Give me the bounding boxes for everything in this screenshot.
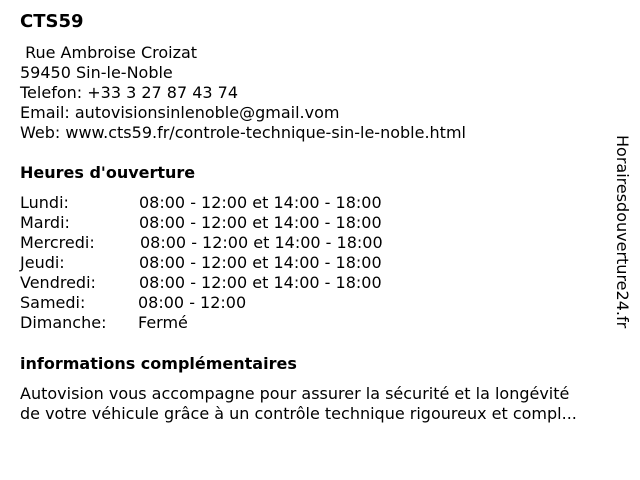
hours-row-jeudi [20, 253, 440, 273]
day-label: Lundi: [20, 193, 69, 212]
business-name: CTS59 [20, 11, 84, 32]
phone-number: Telefon: +33 3 27 87 43 74 [20, 83, 239, 102]
hours-row-samedi [20, 293, 440, 313]
day-label: Samedi: [20, 293, 86, 312]
time-value: 08:00 - 12:00 [138, 293, 247, 312]
info-text-line: Autovision vous accompagne pour assurer la sécurité et la longévité [20, 384, 570, 403]
info-description [20, 384, 625, 424]
time-value: 08:00 - 12:00 et 14:00 - 18:00 [139, 273, 382, 292]
time-value: 08:00 - 12:00 et 14:00 - 18:00 [139, 213, 382, 232]
website-url: Web: www.cts59.fr/controle-technique-sin-le-noble.html [20, 123, 466, 142]
hours-row-mardi [20, 213, 440, 233]
day-label: Dimanche: [20, 313, 107, 332]
day-label: Mercredi: [20, 233, 95, 252]
info-heading: informations complémentaires [20, 354, 297, 373]
time-value: 08:00 - 12:00 et 14:00 - 18:00 [140, 233, 383, 252]
info-text-line: de votre véhicule grâce à un contrôle technique rigoureux et compl... [20, 404, 577, 423]
hours-row-dimanche [20, 313, 440, 333]
address-block [20, 43, 466, 143]
hours-row-lundi [20, 193, 440, 213]
city-postal-code: 59450 Sin-le-Noble [20, 63, 173, 82]
email-address: Email: autovisionsinlenoble@gmail.vom [20, 103, 340, 122]
watermark-site-name: Horairesdouverture24.fr [613, 135, 632, 329]
opening-hours-table [20, 193, 440, 333]
day-label: Jeudi: [20, 253, 65, 272]
hours-row-vendredi [20, 273, 440, 293]
time-value: 08:00 - 12:00 et 14:00 - 18:00 [139, 253, 382, 272]
day-label: Vendredi: [20, 273, 96, 292]
hours-row-mercredi [20, 233, 440, 253]
time-value: Fermé [138, 313, 188, 332]
time-value: 08:00 - 12:00 et 14:00 - 18:00 [139, 193, 382, 212]
hours-heading: Heures d'ouverture [20, 163, 196, 182]
day-label: Mardi: [20, 213, 70, 232]
street-address: Rue Ambroise Croizat [20, 43, 198, 62]
